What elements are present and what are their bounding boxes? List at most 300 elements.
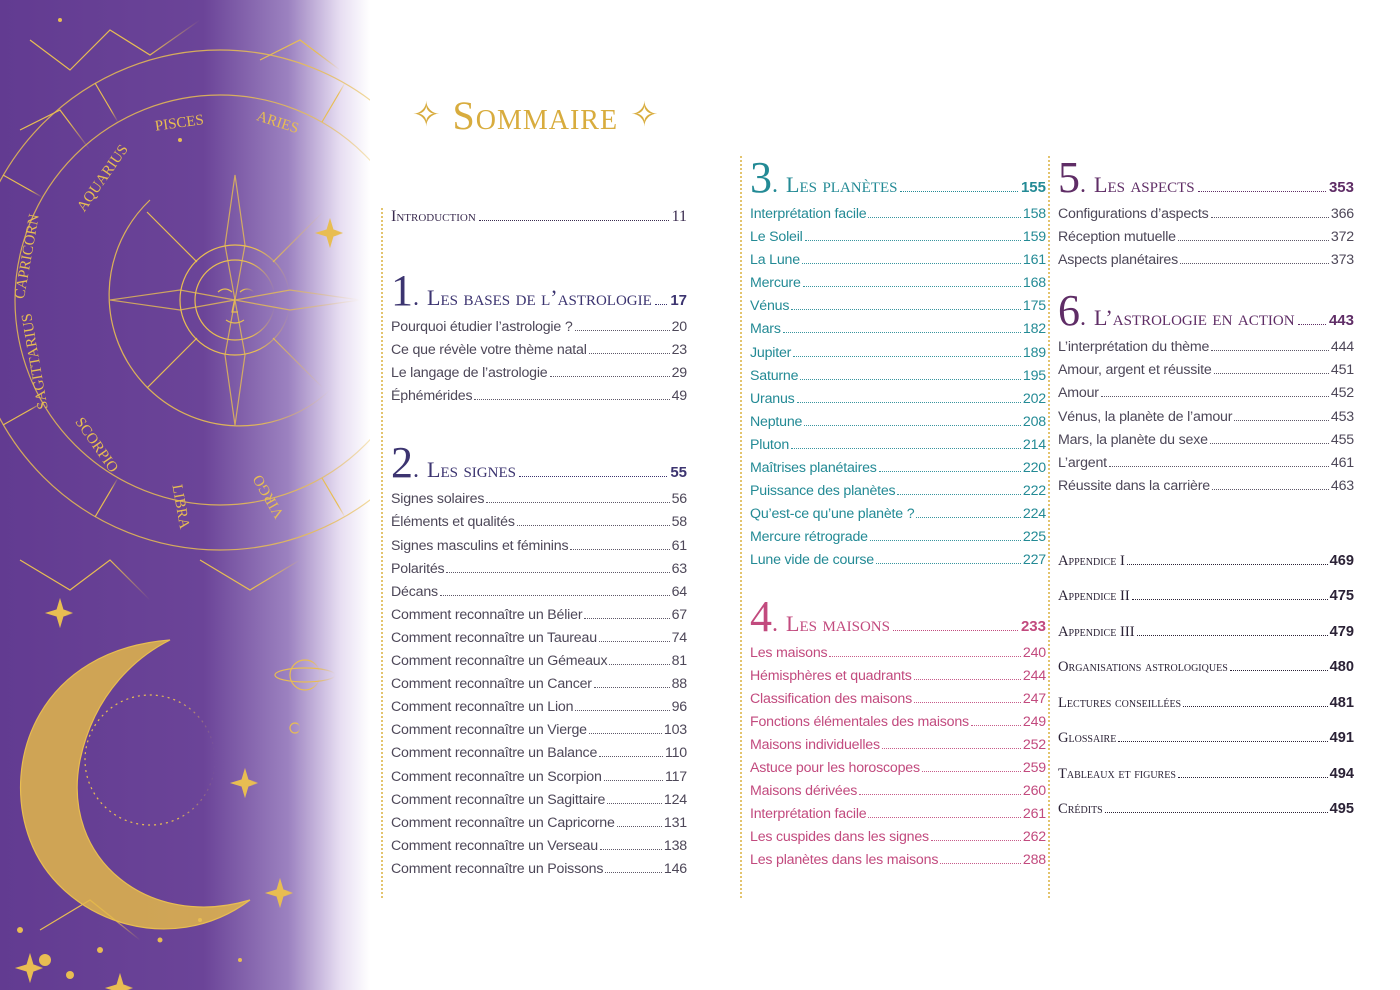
leader-dots	[1183, 706, 1328, 707]
toc-entry[interactable]	[750, 414, 1046, 437]
leader-dots	[802, 263, 1021, 264]
toc-entry-label: Comment reconnaître un Balance	[391, 745, 598, 762]
toc-entry-page: 373	[1330, 252, 1354, 269]
section-heading-2[interactable]	[391, 438, 687, 488]
appendix-entry-page: 475	[1329, 588, 1354, 605]
toc-entry[interactable]	[391, 838, 687, 861]
page-title-text: Sommaire	[452, 92, 619, 138]
toc-entry-label: Fonctions élémentales des maisons	[750, 713, 969, 730]
appendix-entry-page: 494	[1329, 765, 1354, 782]
appendix-entry[interactable]	[1058, 695, 1354, 731]
toc-entry-page: 252	[1022, 736, 1046, 753]
zodiac-label-aries: ARIES	[254, 108, 301, 138]
toc-entry-page: 461	[1330, 454, 1354, 471]
leader-dots	[1198, 191, 1326, 192]
leader-dots	[1118, 741, 1327, 742]
toc-entry[interactable]	[391, 676, 687, 699]
leader-dots	[446, 572, 669, 573]
toc-entry[interactable]	[391, 514, 687, 537]
section-number-dot: .	[772, 172, 778, 198]
zodiac-label-virgo: VIRGO	[250, 471, 288, 521]
toc-entry-page: 195	[1022, 367, 1046, 384]
section-page: 233	[1020, 617, 1046, 635]
zodiac-label-pisces: PISCES	[153, 112, 205, 135]
toc-entry-label: Le Soleil	[750, 229, 803, 246]
zodiac-label-capricorn: CAPRICORN	[12, 212, 43, 301]
toc-entry[interactable]	[750, 552, 1046, 575]
leader-dots	[605, 872, 662, 873]
leader-dots	[868, 817, 1020, 818]
appendix-entry-label: Appendice II	[1058, 588, 1130, 605]
toc-entry-label: Mars, la planète du sexe	[1058, 431, 1208, 448]
leader-dots	[971, 725, 1021, 726]
appendix-entry-label: Glossaire	[1058, 730, 1117, 747]
toc-entry[interactable]	[1058, 432, 1354, 455]
appendix-entry-page: 495	[1329, 801, 1354, 818]
sparkle-left-icon: ✧	[412, 95, 441, 135]
toc-entry-page: 110	[664, 745, 687, 762]
leader-dots	[931, 840, 1021, 841]
toc-entry-label: Comment reconnaître un Lion	[391, 699, 574, 716]
appendix-entry-label: Organisations astrologiques	[1058, 659, 1228, 676]
appendix-entry-page: 491	[1329, 730, 1354, 747]
toc-entry-label: Mercure rétrograde	[750, 529, 868, 546]
toc-entry-label: Éphémérides	[391, 388, 473, 405]
leader-dots	[800, 379, 1021, 380]
toc-entry-label: Polarités	[391, 560, 445, 577]
section-page: 443	[1328, 312, 1354, 330]
section-entries-1	[391, 319, 687, 411]
toc-entry[interactable]	[391, 561, 687, 584]
toc-entry-page: 288	[1022, 852, 1046, 869]
appendix-entry-page: 480	[1329, 659, 1354, 676]
appendix-entry[interactable]	[1058, 553, 1354, 589]
section-heading-5[interactable]	[1058, 153, 1354, 202]
toc-entry-label: Neptune	[750, 413, 803, 430]
appendix-entry[interactable]	[1058, 730, 1354, 766]
leader-dots	[797, 402, 1021, 403]
toc-entry-page: 124	[663, 791, 687, 808]
leader-dots	[803, 286, 1021, 287]
leader-dots	[594, 687, 670, 688]
toc-entry-label: Uranus	[750, 390, 795, 407]
toc-entry-page: 146	[663, 860, 687, 877]
toc-entry-page: 259	[1022, 759, 1046, 776]
toc-entry-page: 138	[663, 837, 687, 854]
appendix-entry[interactable]	[1058, 766, 1354, 802]
appendix-entry[interactable]	[1058, 624, 1354, 660]
toc-entry-page: 260	[1022, 783, 1046, 800]
toc-entry[interactable]	[1058, 409, 1354, 432]
toc-entry-label: Signes solaires	[391, 491, 485, 508]
leader-dots	[793, 356, 1021, 357]
leader-dots	[1137, 635, 1328, 636]
leader-dots	[1105, 812, 1328, 813]
section-number: 6	[1058, 286, 1080, 336]
toc-entry-page: 182	[1022, 321, 1046, 338]
leader-dots	[940, 863, 1021, 864]
toc-entry-label: Éléments et qualités	[391, 514, 515, 531]
zodiac-label-aquarius: AQUARIUS	[74, 142, 132, 215]
toc-entry[interactable]	[391, 319, 687, 342]
toc-entry-page: 372	[1330, 229, 1354, 246]
toc-entry[interactable]	[750, 368, 1046, 391]
leader-dots	[575, 330, 670, 331]
toc-entry[interactable]	[750, 829, 1046, 852]
toc-entry-label: Vénus	[750, 298, 790, 315]
leader-dots	[922, 771, 1021, 772]
toc-entry[interactable]	[750, 760, 1046, 783]
section-title: Les maisons	[786, 610, 890, 636]
leader-dots	[575, 710, 669, 711]
leader-dots	[1178, 777, 1328, 778]
toc-entry[interactable]	[750, 483, 1046, 506]
leader-dots	[870, 540, 1021, 541]
toc-entry[interactable]	[750, 506, 1046, 529]
appendix-entry-page: 469	[1329, 552, 1354, 569]
toc-intro-label: Introduction	[391, 208, 476, 225]
toc-entry-page: 240	[1022, 644, 1046, 661]
toc-entry-page: 81	[671, 653, 687, 670]
section-entries-5	[1058, 206, 1354, 275]
toc-entry[interactable]	[750, 437, 1046, 460]
leader-dots	[1109, 466, 1329, 467]
leader-dots	[486, 502, 669, 503]
toc-entry[interactable]	[750, 737, 1046, 760]
section-heading-1[interactable]	[391, 266, 687, 315]
toc-entry[interactable]	[750, 345, 1046, 368]
toc-entry-page: 249	[1022, 713, 1046, 730]
toc-entry-page: 222	[1022, 483, 1046, 500]
page-title	[412, 88, 662, 142]
toc-entry[interactable]	[1058, 362, 1354, 385]
toc-entry-label: Maisons dérivées	[750, 783, 858, 800]
section-heading-3[interactable]	[750, 153, 1046, 202]
section-entries-4	[750, 645, 1046, 876]
toc-entry[interactable]	[391, 653, 687, 676]
toc-entry-page: 444	[1330, 339, 1354, 356]
toc-entry-page: 453	[1330, 408, 1354, 425]
leader-dots	[1180, 263, 1329, 264]
section-number: 5	[1058, 153, 1080, 202]
toc-entry[interactable]	[1058, 339, 1354, 362]
toc-entry-page: 224	[1022, 506, 1046, 523]
toc-entry-label: La Lune	[750, 252, 800, 269]
toc-column-3	[1048, 153, 1354, 898]
toc-entry[interactable]	[391, 365, 687, 388]
toc-entry-page: 244	[1022, 667, 1046, 684]
toc-entry-label: Réception mutuelle	[1058, 229, 1176, 246]
toc-entry[interactable]	[391, 538, 687, 561]
leader-dots	[600, 849, 662, 850]
toc-entry-label: Vénus, la planète de l’amour	[1058, 408, 1233, 425]
toc-entry-page: 58	[671, 514, 687, 531]
toc-entry-page: 168	[1022, 275, 1046, 292]
leader-dots	[589, 353, 670, 354]
leader-dots	[599, 756, 663, 757]
toc-entry[interactable]	[391, 815, 687, 838]
section-heading-6[interactable]	[1058, 286, 1354, 336]
leader-dots	[599, 641, 670, 642]
appendix-entry-page: 481	[1329, 694, 1354, 711]
toc-entry[interactable]	[750, 206, 1046, 229]
toc-entry[interactable]	[750, 391, 1046, 414]
toc-entry-label: Pluton	[750, 436, 790, 453]
toc-entry[interactable]	[750, 298, 1046, 321]
leader-dots	[550, 376, 670, 377]
leader-dots	[916, 517, 1021, 518]
toc-entry-page: 49	[671, 388, 687, 405]
section-page: 17	[670, 292, 687, 309]
section-number-dot: .	[772, 610, 778, 637]
leader-dots	[1298, 324, 1326, 325]
celestial-illustration-icon	[0, 0, 370, 990]
toc-entry-page: 117	[664, 768, 687, 785]
toc-entry[interactable]	[1058, 385, 1354, 408]
toc-entry-label: Qu’est-ce qu’une planète ?	[750, 506, 915, 523]
toc-entry-label: Comment reconnaître un Cancer	[391, 676, 592, 693]
section-page: 55	[670, 464, 687, 482]
toc-entry-label: Comment reconnaître un Gémeaux	[391, 653, 608, 670]
section-number-dot: .	[1080, 305, 1086, 332]
leader-dots	[914, 679, 1021, 680]
toc-entry-page: 64	[671, 583, 687, 600]
toc-entry[interactable]	[391, 607, 687, 630]
toc-entry-page: 261	[1022, 806, 1046, 823]
toc-entry-page: 56	[671, 491, 687, 508]
leader-dots	[791, 309, 1021, 310]
appendix-entry-label: Lectures conseillées	[1058, 694, 1182, 711]
zodiac-label-sagittarius: SAGITTARIUS	[19, 312, 52, 411]
toc-entry-label: Comment reconnaître un Bélier	[391, 606, 583, 623]
toc-entry[interactable]	[1058, 455, 1354, 478]
toc-entry[interactable]	[750, 691, 1046, 714]
toc-entry-page: 227	[1022, 552, 1046, 569]
leader-dots	[914, 702, 1021, 703]
toc-entry-page: 452	[1330, 385, 1354, 402]
appendix-entry-label: Crédits	[1058, 801, 1103, 818]
toc-entry-label: Interprétation facile	[750, 806, 867, 823]
leader-dots	[1230, 670, 1328, 671]
toc-entry-label: Les cuspides dans les signes	[750, 829, 929, 846]
toc-entry-label: Astuce pour les horoscopes	[750, 759, 920, 776]
leader-dots	[607, 803, 662, 804]
zodiac-label-scorpio: SCORPIO	[71, 414, 121, 476]
toc-entry-page: 202	[1022, 390, 1046, 407]
toc-entry-page: 455	[1330, 431, 1354, 448]
leader-dots	[876, 563, 1021, 564]
toc-entry[interactable]	[750, 668, 1046, 691]
toc-entry[interactable]	[750, 806, 1046, 829]
toc-entry-label: Ce que révèle votre thème natal	[391, 342, 587, 359]
toc-entry-label: Comment reconnaître un Sagittaire	[391, 791, 606, 808]
toc-entry-page: 63	[671, 560, 687, 577]
toc-entry[interactable]	[750, 714, 1046, 737]
toc-entry-label: Comment reconnaître un Poissons	[391, 860, 604, 877]
toc-entry-label: L’interprétation du thème	[1058, 339, 1210, 356]
toc-entry[interactable]	[391, 388, 687, 411]
appendix-entry-label: Tableaux et figures	[1058, 765, 1176, 782]
toc-entry-label: Maîtrises planétaires	[750, 460, 877, 477]
leader-dots	[517, 525, 670, 526]
leader-dots	[1132, 599, 1328, 600]
leader-dots	[519, 476, 667, 477]
toc-entry-label: Lune vide de course	[750, 552, 874, 569]
leader-dots	[804, 425, 1021, 426]
toc-entry-page: 175	[1022, 298, 1046, 315]
toc-entry-page: 158	[1022, 206, 1046, 222]
section-number-dot: .	[1080, 172, 1086, 198]
section-page: 353	[1328, 179, 1354, 196]
toc-entry-label: Saturne	[750, 367, 799, 384]
leader-dots	[1214, 373, 1329, 374]
toc-entry[interactable]	[391, 699, 687, 722]
toc-entry[interactable]	[391, 630, 687, 653]
toc-entry-label: Les planètes dans les maisons	[750, 852, 939, 869]
leader-dots	[1211, 217, 1329, 218]
toc-entry[interactable]	[750, 460, 1046, 483]
toc-entry-page: 29	[671, 365, 687, 382]
toc-entry[interactable]	[391, 491, 687, 514]
toc-entry-label: Mercure	[750, 275, 801, 292]
toc-entry-label: Maisons individuelles	[750, 736, 880, 753]
section-number-dot: .	[413, 457, 419, 484]
toc-entry[interactable]	[750, 321, 1046, 344]
toc-entry[interactable]	[1058, 478, 1354, 501]
toc-intro[interactable]	[391, 208, 687, 232]
toc-entry-page: 247	[1022, 690, 1046, 707]
toc-entry-label: Les maisons	[750, 644, 828, 661]
toc-entry-label: Puissance des planètes	[750, 483, 896, 500]
appendix-entry-page: 479	[1329, 623, 1354, 640]
toc-entry[interactable]	[750, 852, 1046, 875]
toc-entry-label: Amour	[1058, 385, 1099, 402]
toc-entry-label: Comment reconnaître un Verseau	[391, 837, 598, 854]
toc-entry[interactable]	[391, 342, 687, 365]
leader-dots	[829, 656, 1020, 657]
toc-entry-page: 161	[1022, 252, 1046, 269]
leader-dots	[479, 220, 669, 221]
leader-dots	[655, 304, 668, 305]
leader-dots	[1178, 240, 1329, 241]
toc-entry[interactable]	[750, 783, 1046, 806]
toc-entry-page: 451	[1330, 362, 1354, 379]
leader-dots	[1211, 350, 1329, 351]
leader-dots	[879, 471, 1021, 472]
toc-entry-page: 159	[1022, 229, 1046, 246]
toc-entry-label: Signes masculins et féminins	[391, 537, 569, 554]
toc-entry-page: 67	[671, 606, 687, 623]
leader-dots	[893, 630, 1018, 631]
section-entries-2	[391, 491, 687, 884]
toc-entry-label: Jupiter	[750, 344, 792, 361]
toc-entry-label: Pourquoi étudier l’astrologie ?	[391, 319, 573, 335]
section-page: 155	[1020, 179, 1046, 196]
section-title: Les aspects	[1094, 172, 1195, 197]
toc-entry[interactable]	[750, 529, 1046, 552]
toc-entry-page: 61	[671, 537, 687, 554]
toc-entry[interactable]	[750, 252, 1046, 275]
toc-entry-page: 225	[1022, 529, 1046, 546]
appendix-entry[interactable]	[1058, 588, 1354, 624]
toc-entry[interactable]	[391, 769, 687, 792]
toc-entry-label: Comment reconnaître un Scorpion	[391, 768, 602, 785]
toc-column-2	[740, 153, 1046, 898]
appendix-entry[interactable]	[1058, 801, 1354, 837]
leader-dots	[617, 826, 662, 827]
leader-dots	[1210, 443, 1329, 444]
appendix-list	[1058, 553, 1354, 837]
leader-dots	[589, 733, 662, 734]
toc-entry[interactable]	[750, 229, 1046, 252]
section-number: 3	[750, 153, 772, 202]
toc-entry-page: 74	[671, 629, 687, 646]
section-number-dot: .	[413, 285, 419, 311]
toc-entry-label: Mars	[750, 321, 781, 338]
toc-entry[interactable]	[1058, 229, 1354, 252]
toc-entry[interactable]	[1058, 252, 1354, 275]
toc-entry[interactable]	[391, 792, 687, 815]
toc-entry-page: 366	[1330, 206, 1354, 222]
toc-entry-page: 23	[671, 342, 687, 359]
toc-entry[interactable]	[1058, 206, 1354, 229]
toc-entry-page: 88	[671, 676, 687, 693]
section-title: L’astrologie en action	[1094, 305, 1295, 331]
zodiac-label-libra: LIBRA	[168, 483, 193, 531]
toc-entry-page: 103	[663, 722, 687, 739]
toc-entry[interactable]	[391, 584, 687, 607]
leader-dots	[474, 399, 669, 400]
toc-entry-label: Classification des maisons	[750, 690, 912, 707]
toc-entry-label: Aspects planétaires	[1058, 252, 1179, 269]
toc-entry-label: Réussite dans la carrière	[1058, 477, 1210, 494]
section-entries-3	[750, 206, 1046, 576]
toc-entry-label: Comment reconnaître un Taureau	[391, 629, 597, 646]
leader-dots	[570, 549, 669, 550]
leader-dots	[1127, 564, 1328, 565]
leader-dots	[440, 595, 670, 596]
toc-entry[interactable]	[391, 722, 687, 745]
leader-dots	[609, 664, 669, 665]
section-heading-4[interactable]	[750, 591, 1046, 641]
section-title: Les bases de l’astrologie	[427, 285, 652, 310]
appendix-entry-label: Appendice I	[1058, 552, 1125, 569]
toc-entry[interactable]	[391, 745, 687, 768]
leader-dots	[584, 618, 669, 619]
toc-entry-label: Amour, argent et réussite	[1058, 362, 1212, 379]
appendix-entry[interactable]	[1058, 659, 1354, 695]
leader-dots	[1212, 489, 1329, 490]
toc-entry-label: Le langage de l’astrologie	[391, 365, 548, 382]
toc-entry-label: Comment reconnaître un Capricorne	[391, 814, 615, 831]
toc-entry-label: L’argent	[1058, 454, 1107, 471]
leader-dots	[1234, 420, 1329, 421]
toc-column-1	[381, 208, 687, 898]
toc-entry-page: 96	[671, 699, 687, 716]
toc-entry[interactable]	[750, 275, 1046, 298]
leader-dots	[791, 448, 1021, 449]
toc-entry-page: 189	[1022, 344, 1046, 361]
toc-entry[interactable]	[750, 645, 1046, 668]
toc-entry-page: 262	[1022, 829, 1046, 846]
toc-entry-label: Hémisphères et quadrants	[750, 667, 912, 684]
toc-entry[interactable]	[391, 861, 687, 884]
toc-entry-page: 463	[1330, 477, 1354, 494]
section-entries-6	[1058, 339, 1354, 501]
leader-dots	[783, 332, 1021, 333]
toc-entry-page: 220	[1022, 460, 1046, 477]
leader-dots	[897, 494, 1020, 495]
